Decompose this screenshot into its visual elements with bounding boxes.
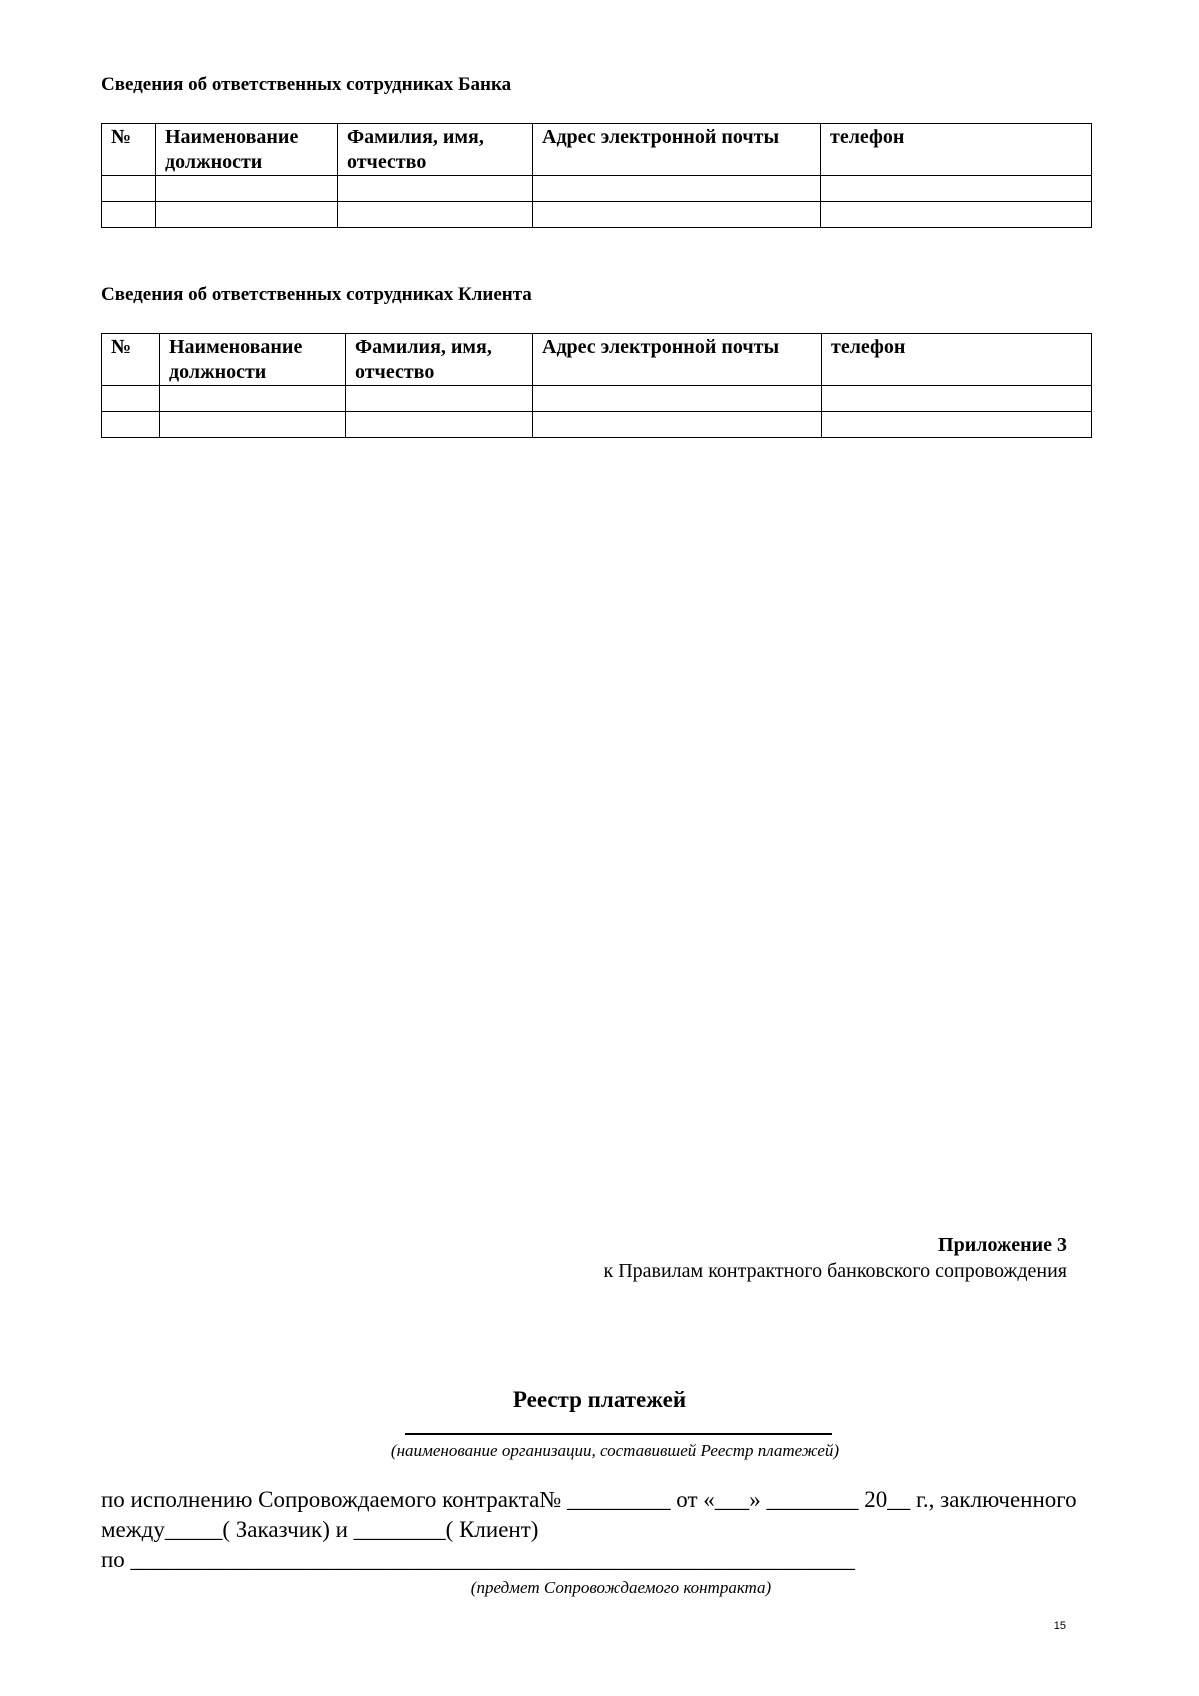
client-section-title: Сведения об ответственных сотрудниках Клиента <box>101 284 532 305</box>
header-position: Наименование должности <box>160 334 346 386</box>
page-number: 15 <box>1053 1620 1066 1632</box>
table-row <box>102 176 1092 202</box>
header-position: Наименование должности <box>156 124 338 176</box>
client-staff-table <box>101 333 1092 438</box>
header-number: № <box>102 334 160 386</box>
contract-subject-hint: (предмет Сопровождаемого контракта) <box>470 1578 772 1597</box>
header-full-name: Фамилия, имя, отчество <box>338 124 533 176</box>
appendix-subtitle: к Правилам контрактного банковского сопровождения <box>603 1260 1067 1282</box>
header-number: № <box>102 124 156 176</box>
table-row <box>102 386 1092 412</box>
header-phone: телефон <box>822 334 1092 386</box>
table-header-row <box>102 334 1092 386</box>
register-title: Реестр платежей <box>512 1387 687 1412</box>
appendix-title: Приложение 3 <box>938 1234 1067 1256</box>
table-header-row <box>102 124 1092 176</box>
header-full-name: Фамилия, имя, отчество <box>346 334 533 386</box>
contract-line-1: по исполнению Сопровождаемого контракта№ _________ от «___» ________ 20__ г., заключенного <box>101 1487 1077 1512</box>
table-row <box>102 202 1092 228</box>
table-row <box>102 412 1092 438</box>
header-email: Адрес электронной почты <box>533 334 822 386</box>
contract-line-2: между_____( Заказчик) и ________( Клиент) <box>101 1517 539 1542</box>
organization-hint: (наименование организации, составившей Реестр платежей) <box>390 1441 840 1460</box>
header-email: Адрес электронной почты <box>533 124 821 176</box>
contract-line-3: по _______________________________________________________________ <box>101 1547 856 1572</box>
bank-section-title: Сведения об ответственных сотрудниках Банка <box>101 74 512 95</box>
organization-name-line <box>405 1433 832 1435</box>
header-phone: телефон <box>821 124 1092 176</box>
bank-staff-table <box>101 123 1092 228</box>
